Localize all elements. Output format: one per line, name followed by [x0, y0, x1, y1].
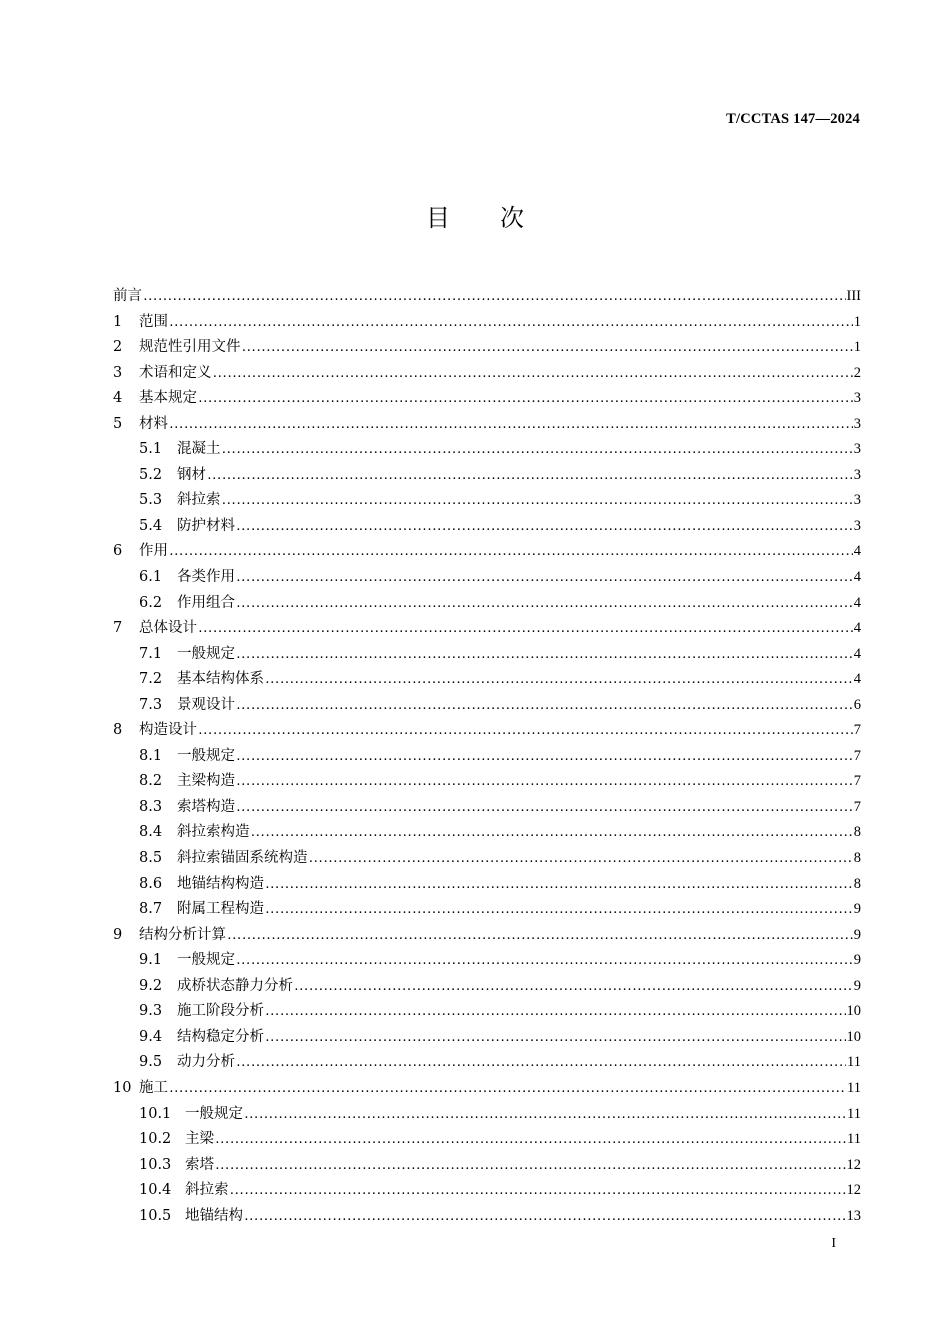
- toc-entry[interactable]: [113, 514, 861, 540]
- toc-entry-number: 8.7: [139, 901, 163, 918]
- toc-entry-page: 10: [846, 1003, 861, 1020]
- toc-leader-dots: [236, 693, 853, 719]
- toc-entry-number: 5.2: [139, 466, 163, 483]
- toc-entry-page: 9: [853, 901, 861, 918]
- toc-entry-label: 主梁: [185, 1131, 214, 1148]
- toc-entry-page: 11: [847, 1131, 861, 1148]
- toc-entry-page: 4: [853, 594, 861, 611]
- toc-entry-number: 10.1: [139, 1105, 172, 1122]
- toc-entry[interactable]: [113, 1102, 861, 1128]
- toc-entry[interactable]: [113, 1178, 861, 1204]
- toc-entry-number: 8.5: [139, 850, 163, 867]
- toc-entry[interactable]: [113, 463, 861, 489]
- toc-entry[interactable]: [113, 718, 861, 744]
- toc-entry[interactable]: [113, 412, 861, 438]
- toc-leader-dots: [230, 1178, 846, 1204]
- toc-leader-dots: [251, 820, 853, 846]
- toc-entry-page: 7: [853, 798, 861, 815]
- toc-entry-page: 12: [846, 1156, 861, 1173]
- toc-entry[interactable]: [113, 1127, 861, 1153]
- toc-entry-label: 索塔构造: [177, 798, 235, 815]
- toc-leader-dots: [236, 514, 853, 540]
- toc-leader-dots: [207, 463, 853, 489]
- toc-leader-dots: [169, 1076, 846, 1102]
- toc-entry-label: 附属工程构造: [177, 901, 264, 918]
- footer-page-number: I: [831, 1236, 836, 1251]
- toc-entry-page: 3: [853, 517, 861, 534]
- toc-leader-dots: [236, 565, 853, 591]
- toc-leader-dots: [198, 386, 853, 412]
- toc-leader-dots: [236, 795, 853, 821]
- toc-leader-dots: [265, 897, 853, 923]
- toc-entry[interactable]: [113, 667, 861, 693]
- toc-entry-page: 8: [853, 824, 861, 841]
- toc-entry-page: 11: [847, 1054, 861, 1071]
- toc-entry-number: 7.3: [139, 696, 163, 713]
- toc-entry-label: 规范性引用文件: [139, 339, 241, 356]
- toc-leader-dots: [169, 412, 853, 438]
- toc-entry-label: 构造设计: [139, 722, 197, 739]
- toc-entry-label: 斜拉索构造: [177, 824, 250, 841]
- toc-entry-number: 9.3: [139, 1003, 163, 1020]
- toc-entry-label: 术语和定义: [139, 364, 212, 381]
- toc-entry-label: 总体设计: [139, 620, 197, 637]
- toc-entry-label: 材料: [139, 415, 168, 432]
- toc-leader-dots: [244, 1102, 846, 1128]
- toc-entry[interactable]: [113, 386, 861, 412]
- toc-entry-page: 8: [853, 850, 861, 867]
- toc-leader-dots: [236, 948, 853, 974]
- toc-entry-number: 9.2: [139, 977, 163, 994]
- toc-entry[interactable]: [113, 616, 861, 642]
- toc-entry-page: 8: [853, 875, 861, 892]
- table-of-contents: [113, 284, 861, 1229]
- page-title: [0, 198, 950, 233]
- toc-entry-number: 6.2: [139, 594, 163, 611]
- toc-leader-dots: [215, 1153, 846, 1179]
- toc-entry-label: 景观设计: [177, 696, 235, 713]
- toc-leader-dots: [236, 744, 853, 770]
- toc-entry[interactable]: [113, 335, 861, 361]
- toc-entry-number: 5.1: [139, 441, 163, 458]
- toc-leader-dots: [236, 1050, 846, 1076]
- toc-entry-page: 3: [853, 492, 861, 509]
- toc-entry-number: 4: [113, 390, 123, 407]
- toc-entry-label: 范围: [139, 313, 168, 330]
- toc-leader-dots: [215, 1127, 846, 1153]
- toc-entry-number: 8: [113, 722, 123, 739]
- toc-entry[interactable]: [113, 923, 861, 949]
- toc-entry-label: 前言: [113, 288, 142, 304]
- toc-entry-number: 9.5: [139, 1054, 163, 1071]
- toc-leader-dots: [309, 846, 853, 872]
- toc-leader-dots: [227, 923, 853, 949]
- toc-entry-label: 结构稳定分析: [177, 1028, 264, 1045]
- toc-leader-dots: [198, 718, 853, 744]
- toc-leader-dots: [198, 616, 853, 642]
- toc-entry[interactable]: [113, 565, 861, 591]
- toc-entry-page: 7: [853, 773, 861, 790]
- toc-entry[interactable]: [113, 769, 861, 795]
- toc-entry-number: 8.4: [139, 824, 163, 841]
- toc-entry-label: 主梁构造: [177, 773, 235, 790]
- toc-entry-label: 一般规定: [185, 1105, 243, 1122]
- toc-entry-page: 1: [853, 339, 861, 356]
- toc-entry-page: 4: [853, 671, 861, 688]
- toc-entry-number: 8.1: [139, 747, 163, 764]
- toc-leader-dots: [169, 310, 853, 336]
- toc-entry[interactable]: [113, 872, 861, 898]
- toc-entry-number: 1: [113, 313, 123, 330]
- toc-entry-page: 3: [853, 466, 861, 483]
- toc-entry-label: 防护材料: [177, 517, 235, 534]
- toc-entry-page: 9: [853, 977, 861, 994]
- toc-entry-label: 钢材: [177, 466, 206, 483]
- toc-leader-dots: [236, 591, 853, 617]
- toc-entry-page: 11: [847, 1079, 861, 1096]
- toc-entry[interactable]: [113, 310, 861, 336]
- toc-entry-label: 索塔: [185, 1156, 214, 1173]
- toc-entry-number: 10.5: [139, 1207, 172, 1224]
- toc-entry-number: 2: [113, 339, 123, 356]
- toc-entry-label: 施工: [139, 1079, 168, 1096]
- toc-entry-page: 3: [853, 441, 861, 458]
- toc-entry-page: 7: [853, 747, 861, 764]
- toc-entry-label: 混凝土: [177, 441, 221, 458]
- toc-entry-number: 5.4: [139, 517, 163, 534]
- toc-entry-number: 7.2: [139, 671, 163, 688]
- toc-leader-dots: [222, 437, 853, 463]
- toc-entry-label: 施工阶段分析: [177, 1003, 264, 1020]
- toc-entry[interactable]: [113, 591, 861, 617]
- toc-entry-number: 6: [113, 543, 123, 560]
- toc-leader-dots: [294, 974, 853, 1000]
- toc-entry[interactable]: [113, 642, 861, 668]
- toc-leader-dots: [265, 872, 853, 898]
- toc-entry-number: 9.1: [139, 952, 163, 969]
- toc-entry-label: 成桥状态静力分析: [177, 977, 293, 994]
- toc-entry-label: 基本结构体系: [177, 671, 264, 688]
- toc-entry-number: 10.4: [139, 1182, 172, 1199]
- toc-entry[interactable]: [113, 820, 861, 846]
- toc-entry[interactable]: [113, 539, 861, 565]
- toc-entry-page: 4: [853, 543, 861, 560]
- toc-entry-number: 8.2: [139, 773, 163, 790]
- toc-entry[interactable]: [113, 948, 861, 974]
- toc-entry-page: 12: [846, 1182, 861, 1199]
- toc-entry-page: 4: [853, 620, 861, 637]
- toc-leader-dots: [169, 539, 853, 565]
- toc-leader-dots: [265, 1025, 846, 1051]
- toc-leader-dots: [222, 488, 853, 514]
- toc-entry[interactable]: [113, 1204, 861, 1230]
- toc-entry-label: 斜拉索: [185, 1182, 229, 1199]
- toc-leader-dots: [143, 284, 846, 310]
- toc-entry-page: 6: [853, 696, 861, 713]
- toc-entry-label: 动力分析: [177, 1054, 235, 1071]
- toc-leader-dots: [236, 769, 853, 795]
- toc-entry-label: 结构分析计算: [139, 926, 226, 943]
- toc-entry-number: 6.1: [139, 569, 163, 586]
- toc-entry-number: 8.6: [139, 875, 163, 892]
- toc-entry[interactable]: [113, 1076, 861, 1102]
- title-char-1: 目: [426, 204, 450, 232]
- toc-entry-number: 7: [113, 620, 123, 637]
- toc-entry-number: 9: [113, 926, 123, 943]
- toc-entry-label: 斜拉索: [177, 492, 221, 509]
- toc-entry-page: 9: [853, 952, 861, 969]
- toc-entry-page: 4: [853, 645, 861, 662]
- toc-leader-dots: [244, 1204, 846, 1230]
- toc-entry-label: 地锚结构构造: [177, 875, 264, 892]
- toc-entry[interactable]: [113, 361, 861, 387]
- toc-entry[interactable]: [113, 974, 861, 1000]
- toc-entry[interactable]: [113, 437, 861, 463]
- toc-entry[interactable]: [113, 284, 861, 310]
- toc-entry-page: III: [846, 288, 861, 304]
- toc-entry-number: 5: [113, 415, 123, 432]
- toc-leader-dots: [236, 642, 853, 668]
- toc-entry-number: 10.2: [139, 1131, 172, 1148]
- toc-entry[interactable]: [113, 1153, 861, 1179]
- toc-entry-page: 2: [853, 364, 861, 381]
- toc-entry-label: 斜拉索锚固系统构造: [177, 850, 308, 867]
- toc-entry-number: 5.3: [139, 492, 163, 509]
- toc-entry-number: 10: [113, 1079, 132, 1096]
- toc-entry-number: 9.4: [139, 1028, 163, 1045]
- toc-entry[interactable]: [113, 999, 861, 1025]
- toc-entry-label: 一般规定: [177, 645, 235, 662]
- toc-entry-label: 一般规定: [177, 952, 235, 969]
- toc-entry-label: 地锚结构: [185, 1207, 243, 1224]
- toc-leader-dots: [265, 999, 846, 1025]
- toc-entry[interactable]: [113, 488, 861, 514]
- toc-entry-page: 3: [853, 390, 861, 407]
- toc-entry-page: 13: [846, 1207, 861, 1224]
- toc-entry-page: 7: [853, 722, 861, 739]
- toc-entry-number: 10.3: [139, 1156, 172, 1173]
- toc-entry-page: 9: [853, 926, 861, 943]
- toc-entry-page: 3: [853, 415, 861, 432]
- toc-entry[interactable]: [113, 1025, 861, 1051]
- toc-leader-dots: [265, 667, 853, 693]
- toc-entry-number: 7.1: [139, 645, 163, 662]
- toc-entry[interactable]: [113, 846, 861, 872]
- toc-leader-dots: [213, 361, 853, 387]
- toc-entry-number: 3: [113, 364, 123, 381]
- toc-entry[interactable]: [113, 744, 861, 770]
- toc-entry[interactable]: [113, 795, 861, 821]
- toc-entry-page: 10: [846, 1028, 861, 1045]
- toc-entry-page: 4: [853, 569, 861, 586]
- toc-entry-label: 作用组合: [177, 594, 235, 611]
- toc-entry-page: 1: [853, 313, 861, 330]
- toc-entry[interactable]: [113, 1050, 861, 1076]
- document-code: T/CCTAS 147—2024: [726, 111, 860, 127]
- toc-entry-page: 11: [847, 1105, 861, 1122]
- toc-entry-number: 8.3: [139, 798, 163, 815]
- toc-entry-label: 各类作用: [177, 569, 235, 586]
- toc-entry-label: 一般规定: [177, 747, 235, 764]
- toc-entry[interactable]: [113, 693, 861, 719]
- toc-entry-label: 基本规定: [139, 390, 197, 407]
- title-char-2: 次: [500, 204, 524, 232]
- toc-entry-label: 作用: [139, 543, 168, 560]
- toc-leader-dots: [242, 335, 853, 361]
- toc-entry[interactable]: [113, 897, 861, 923]
